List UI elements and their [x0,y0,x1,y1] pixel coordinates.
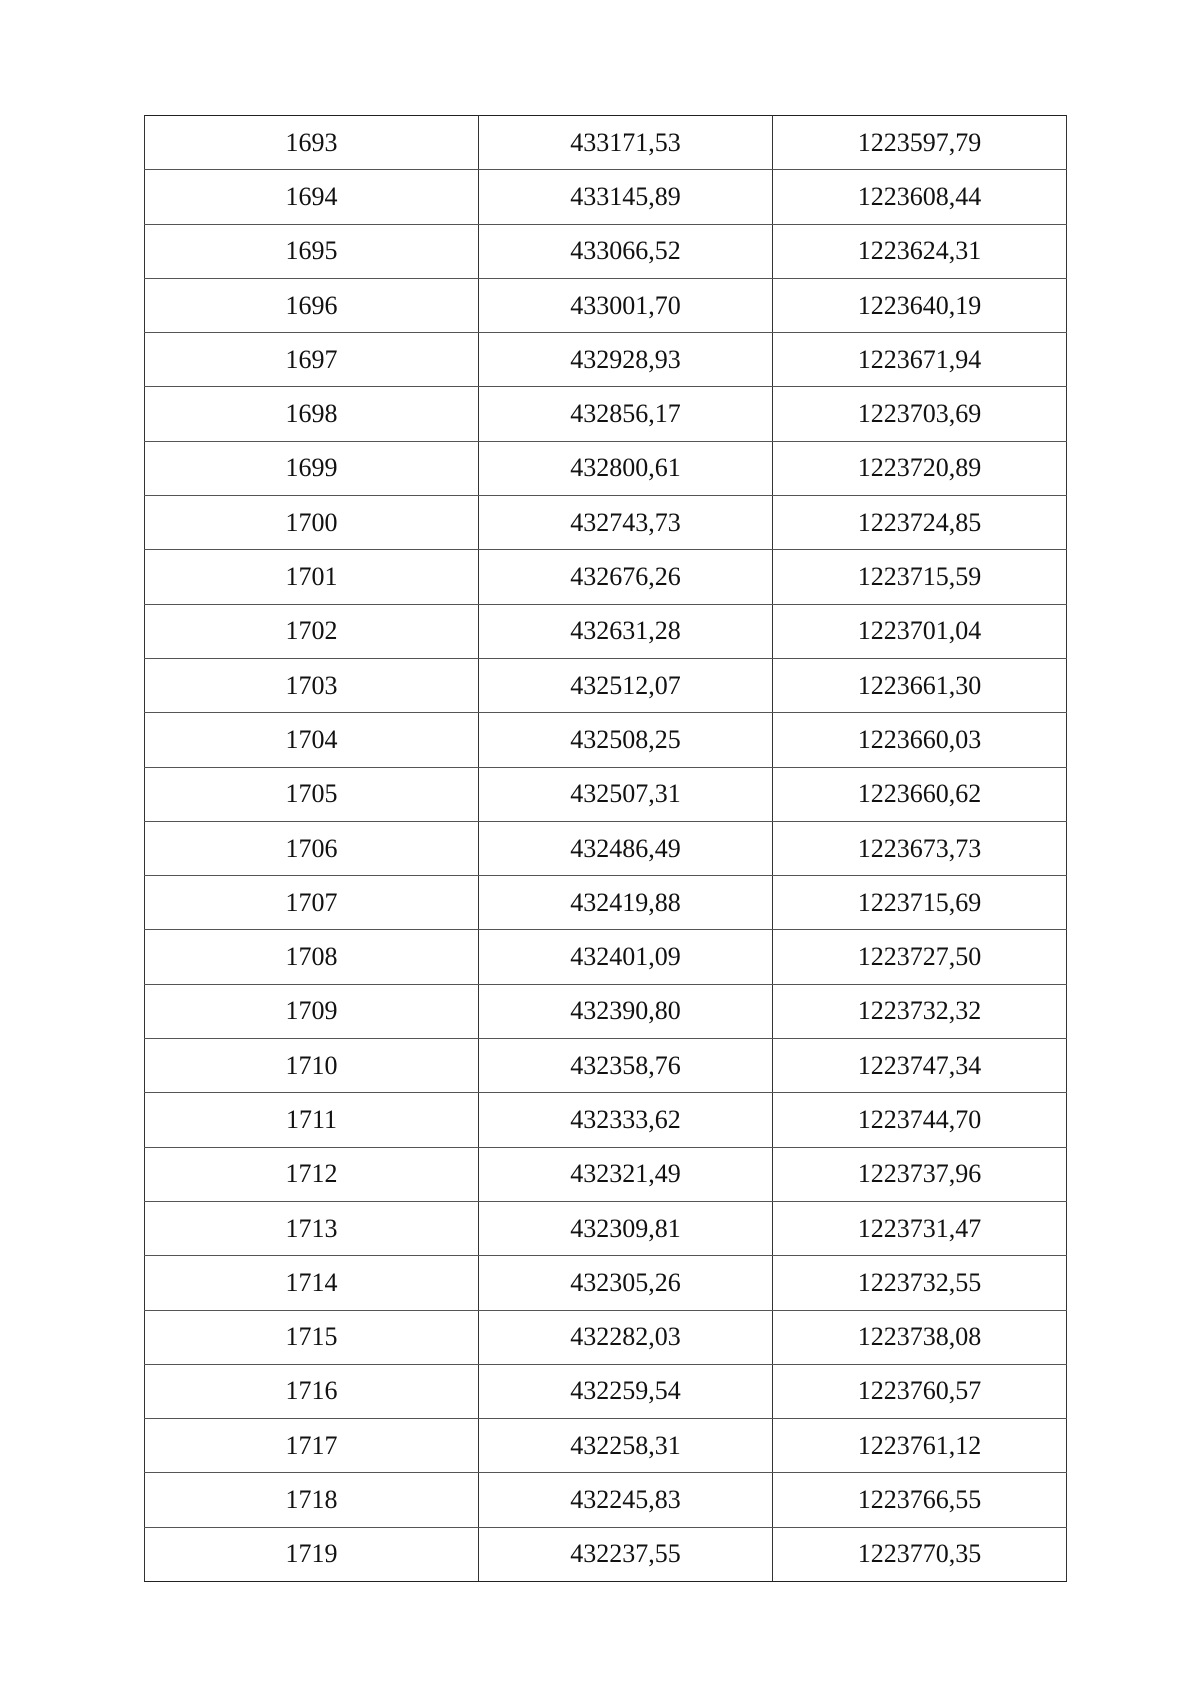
x-coordinate-cell: 432419,88 [479,876,773,930]
table-row [145,1039,1067,1093]
point-number-cell: 1700 [145,496,479,550]
point-number-cell: 1705 [145,767,479,821]
y-coordinate-cell: 1223715,59 [773,550,1067,604]
point-number-cell: 1706 [145,821,479,875]
point-number-cell: 1703 [145,658,479,712]
y-coordinate-cell: 1223744,70 [773,1093,1067,1147]
y-coordinate-cell: 1223624,31 [773,224,1067,278]
x-coordinate-cell: 432743,73 [479,496,773,550]
point-number-cell: 1715 [145,1310,479,1364]
x-coordinate-cell: 433145,89 [479,170,773,224]
x-coordinate-cell: 433171,53 [479,116,773,170]
x-coordinate-cell: 432928,93 [479,333,773,387]
y-coordinate-cell: 1223770,35 [773,1527,1067,1581]
y-coordinate-cell: 1223737,96 [773,1147,1067,1201]
y-coordinate-cell: 1223660,62 [773,767,1067,821]
table-row [145,1527,1067,1581]
x-coordinate-cell: 432676,26 [479,550,773,604]
y-coordinate-cell: 1223720,89 [773,441,1067,495]
table-row [145,1256,1067,1310]
table-row [145,116,1067,170]
y-coordinate-cell: 1223732,55 [773,1256,1067,1310]
point-number-cell: 1709 [145,984,479,1038]
x-coordinate-cell: 432309,81 [479,1201,773,1255]
y-coordinate-cell: 1223660,03 [773,713,1067,767]
table-row [145,1473,1067,1527]
x-coordinate-cell: 432282,03 [479,1310,773,1364]
x-coordinate-cell: 432259,54 [479,1364,773,1418]
x-coordinate-cell: 432237,55 [479,1527,773,1581]
table-row [145,1419,1067,1473]
point-number-cell: 1712 [145,1147,479,1201]
x-coordinate-cell: 433066,52 [479,224,773,278]
point-number-cell: 1694 [145,170,479,224]
point-number-cell: 1698 [145,387,479,441]
y-coordinate-cell: 1223747,34 [773,1039,1067,1093]
y-coordinate-cell: 1223661,30 [773,658,1067,712]
x-coordinate-cell: 432507,31 [479,767,773,821]
y-coordinate-cell: 1223701,04 [773,604,1067,658]
x-coordinate-cell: 432358,76 [479,1039,773,1093]
x-coordinate-cell: 433001,70 [479,278,773,332]
table-row [145,876,1067,930]
table-row [145,496,1067,550]
x-coordinate-cell: 432800,61 [479,441,773,495]
coordinates-table [144,115,1067,1582]
x-coordinate-cell: 432245,83 [479,1473,773,1527]
table-row [145,767,1067,821]
point-number-cell: 1707 [145,876,479,930]
table-row [145,170,1067,224]
y-coordinate-cell: 1223673,73 [773,821,1067,875]
x-coordinate-cell: 432856,17 [479,387,773,441]
point-number-cell: 1713 [145,1201,479,1255]
table-row [145,1310,1067,1364]
y-coordinate-cell: 1223640,19 [773,278,1067,332]
table-row [145,930,1067,984]
point-number-cell: 1716 [145,1364,479,1418]
table-row [145,1364,1067,1418]
y-coordinate-cell: 1223738,08 [773,1310,1067,1364]
point-number-cell: 1704 [145,713,479,767]
point-number-cell: 1693 [145,116,479,170]
y-coordinate-cell: 1223724,85 [773,496,1067,550]
point-number-cell: 1718 [145,1473,479,1527]
y-coordinate-cell: 1223608,44 [773,170,1067,224]
y-coordinate-cell: 1223703,69 [773,387,1067,441]
x-coordinate-cell: 432390,80 [479,984,773,1038]
y-coordinate-cell: 1223715,69 [773,876,1067,930]
x-coordinate-cell: 432486,49 [479,821,773,875]
y-coordinate-cell: 1223732,32 [773,984,1067,1038]
table-row [145,1093,1067,1147]
coordinates-table-body [145,116,1067,1582]
point-number-cell: 1697 [145,333,479,387]
table-row [145,1147,1067,1201]
table-row [145,387,1067,441]
y-coordinate-cell: 1223760,57 [773,1364,1067,1418]
table-row [145,713,1067,767]
table-row [145,550,1067,604]
point-number-cell: 1696 [145,278,479,332]
table-row [145,984,1067,1038]
table-row [145,333,1067,387]
table-row [145,821,1067,875]
x-coordinate-cell: 432321,49 [479,1147,773,1201]
x-coordinate-cell: 432305,26 [479,1256,773,1310]
table-row [145,604,1067,658]
point-number-cell: 1702 [145,604,479,658]
y-coordinate-cell: 1223597,79 [773,116,1067,170]
table-row [145,1201,1067,1255]
point-number-cell: 1714 [145,1256,479,1310]
point-number-cell: 1717 [145,1419,479,1473]
x-coordinate-cell: 432333,62 [479,1093,773,1147]
y-coordinate-cell: 1223761,12 [773,1419,1067,1473]
point-number-cell: 1708 [145,930,479,984]
table-row [145,278,1067,332]
y-coordinate-cell: 1223766,55 [773,1473,1067,1527]
point-number-cell: 1719 [145,1527,479,1581]
point-number-cell: 1711 [145,1093,479,1147]
y-coordinate-cell: 1223727,50 [773,930,1067,984]
x-coordinate-cell: 432508,25 [479,713,773,767]
x-coordinate-cell: 432512,07 [479,658,773,712]
table-row [145,224,1067,278]
point-number-cell: 1701 [145,550,479,604]
point-number-cell: 1695 [145,224,479,278]
table-row [145,441,1067,495]
x-coordinate-cell: 432401,09 [479,930,773,984]
x-coordinate-cell: 432258,31 [479,1419,773,1473]
table-row [145,658,1067,712]
x-coordinate-cell: 432631,28 [479,604,773,658]
point-number-cell: 1699 [145,441,479,495]
y-coordinate-cell: 1223731,47 [773,1201,1067,1255]
y-coordinate-cell: 1223671,94 [773,333,1067,387]
point-number-cell: 1710 [145,1039,479,1093]
